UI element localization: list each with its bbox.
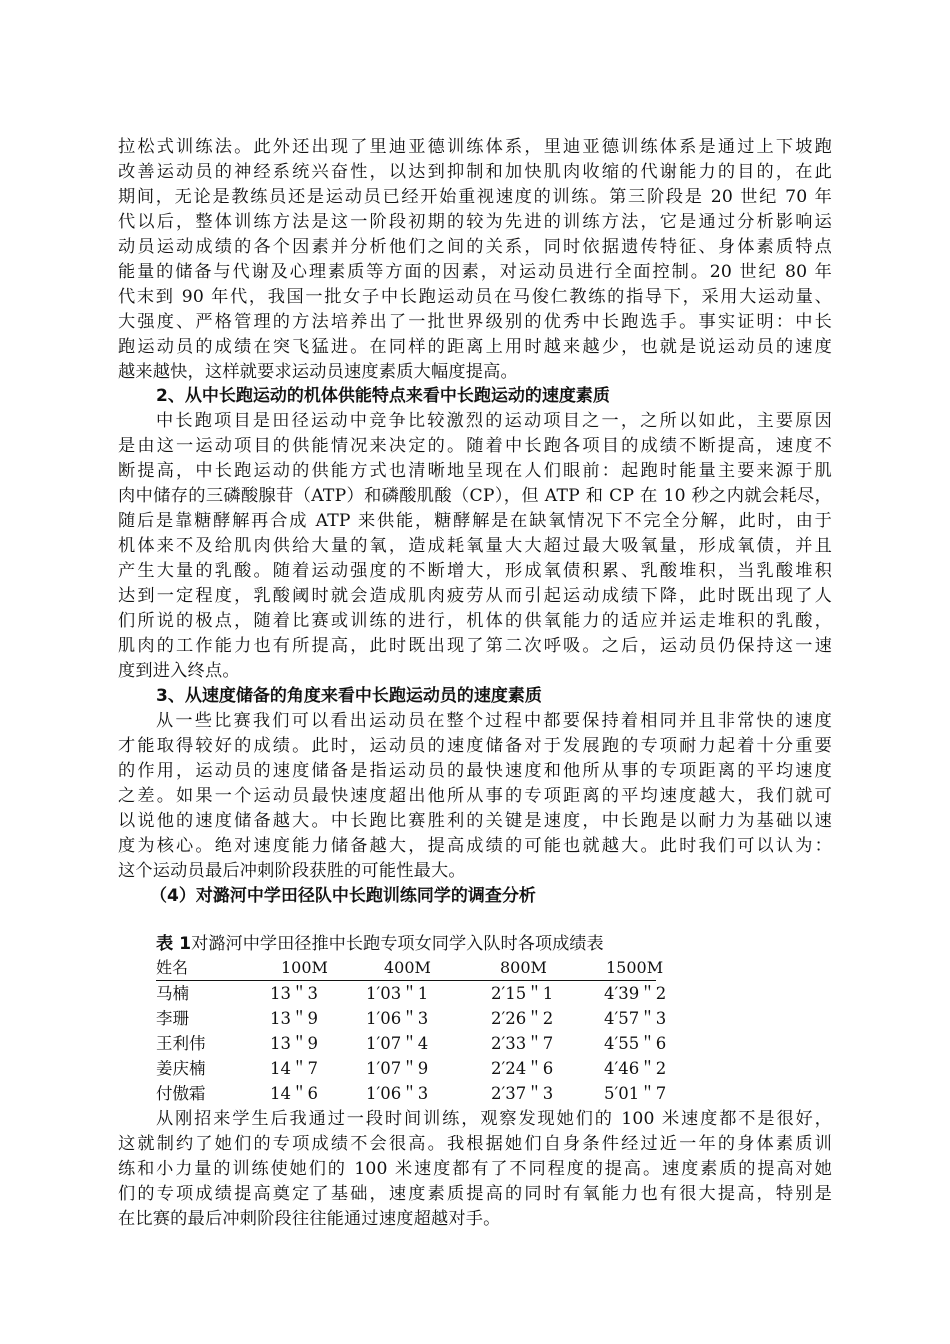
cell-800m: 2′15＂1 [491, 984, 554, 1003]
table-caption [156, 932, 604, 956]
section-heading-energy-supply: 2、从中长跑运动的机体供能特点来看中长跑运动的速度素质 [156, 386, 610, 406]
cell-100m: 13＂9 [270, 1034, 318, 1053]
table-row [156, 982, 676, 1007]
text-line: 机体来不及给肌肉供给大量的氧，造成耗氧量大大超过最大吸氧量，形成氧债，并且 [118, 536, 832, 556]
cell-800m: 2′24＂6 [491, 1059, 554, 1078]
cell-1500m: 5′01＂7 [604, 1084, 667, 1103]
text-line: 动员运动成绩的各个因素并分析他们之间的关系，同时依据遗传特征、身体素质特点 [118, 237, 832, 257]
cell-name: 姜庆楠 [156, 1059, 206, 1078]
cell-400m: 1′07＂4 [366, 1034, 429, 1053]
text-line: 在比赛的最后冲刺阶段往往能通过速度超越对手。 [118, 1209, 501, 1229]
text-line: 改善运动员的神经系统兴奋性，以达到抑制和加快肌肉收缩的代谢能力的目的，在此 [118, 162, 832, 182]
text-line: 以说他的速度储备越大。中长跑比赛胜利的关键是速度，中长跑是以耐力为基础以速 [118, 811, 832, 831]
header-400m: 400M [384, 958, 431, 977]
text-line: 中长跑项目是田径运动中竞争比较激烈的运动项目之一，之所以如此，主要原因 [156, 411, 832, 431]
header-1500m: 1500M [606, 958, 664, 977]
text-line: 代末到 90 年代，我国一批女子中长跑运动员在马俊仁教练的指导下，采用大运动量、 [118, 287, 832, 307]
header-800m: 800M [500, 958, 547, 977]
text-line: 这个运动员最后冲刺阶段获胜的可能性最大。 [118, 861, 466, 881]
text-line: 拉松式训练法。此外还出现了里迪亚德训练体系，里迪亚德训练体系是通过上下坡跑 [118, 137, 832, 157]
cell-name: 马楠 [156, 984, 189, 1003]
table-row [156, 1007, 676, 1032]
text-line: 之差。如果一个运动员最快速度超出他所从事的专项距离的平均速度越大，我们就可 [118, 786, 832, 806]
text-line: 随后是靠糖酵解再合成 ATP 来供能，糖酵解是在缺氧情况下不完全分解，此时，由于 [118, 511, 832, 531]
section-heading-speed-reserve: 3、从速度储备的角度来看中长跑运动员的速度素质 [156, 686, 542, 706]
header-name: 姓名 [156, 958, 189, 977]
table-number: 表 1 [156, 934, 192, 954]
table-row [156, 1057, 676, 1082]
text-line: 代以后，整体训练方法是这一阶段初期的较为先进的训练方法，它是通过分析影响运 [118, 212, 832, 232]
cell-1500m: 4′39＂2 [604, 984, 667, 1003]
cell-100m: 14＂7 [270, 1059, 318, 1078]
cell-800m: 2′37＂3 [491, 1084, 554, 1103]
cell-100m: 14＂6 [270, 1084, 318, 1103]
text-line: 期间，无论是教练员还是运动员已经开始重视速度的训练。第三阶段是 20 世纪 70 年 [118, 187, 832, 207]
text-line: 跑运动员的成绩在突飞猛进。在同样的距离上用时越来越少，也就是说运动员的速度 [118, 337, 832, 357]
cell-100m: 13＂3 [270, 984, 318, 1003]
section-heading-survey: （4）对潞河中学田径队中长跑训练同学的调查分析 [150, 886, 536, 906]
table-title-text: 对潞河中学田径推中长跑专项女同学入队时各项成绩表 [191, 934, 604, 954]
cell-100m: 13＂9 [270, 1009, 318, 1028]
cell-400m: 1′06＂3 [366, 1009, 429, 1028]
cell-400m: 1′06＂3 [366, 1084, 429, 1103]
text-line: 产生大量的乳酸。随着运动强度的不断增大，形成氧债积累、乳酸堆积，当乳酸堆积 [118, 561, 832, 581]
table-header [156, 956, 664, 981]
text-line: 的作用，运动员的速度储备是指运动员的最快速度和他所从事的专项距离的平均速度 [118, 761, 832, 781]
text-line: 达到一定程度，乳酸阈时就会造成肌肉疲劳从而引起运动成绩下降，此时既出现了人 [118, 586, 832, 606]
header-100m: 100M [281, 958, 328, 977]
cell-1500m: 4′46＂2 [604, 1059, 667, 1078]
text-line: 肌肉的工作能力也有所提高，此时既出现了第二次呼吸。之后，运动员仍保持这一速 [118, 636, 832, 656]
cell-400m: 1′07＂9 [366, 1059, 429, 1078]
text-line: 们所说的极点，随着比赛或训练的进行，机体的供氧能力的适应并运走堆积的乳酸， [118, 611, 832, 631]
text-line: 从刚招来学生后我通过一段时间训练，观察发现她们的 100 米速度都不是很好， [156, 1109, 832, 1129]
cell-1500m: 4′55＂6 [604, 1034, 667, 1053]
table-row [156, 1032, 676, 1057]
text-line: 练和小力量的训练使她们的 100 米速度都有了不同程度的提高。速度素质的提高对她 [118, 1159, 832, 1179]
text-line: 从一些比赛我们可以看出运动员在整个过程中都要保持着相同并且非常快的速度 [156, 711, 832, 731]
cell-name: 李珊 [156, 1009, 189, 1028]
text-line: 断提高，中长跑运动的供能方式也清晰地呈现在人们眼前：起跑时能量主要来源于肌 [118, 461, 832, 481]
text-line: 大强度、严格管理的方法培养出了一批世界级别的优秀中长跑选手。事实证明：中长 [118, 312, 832, 332]
cell-1500m: 4′57＂3 [604, 1009, 667, 1028]
text-line: 度到进入终点。 [118, 661, 240, 681]
cell-name: 付傲霜 [156, 1084, 206, 1103]
text-line: 肉中储存的三磷酸腺苷（ATP）和磷酸肌酸（CP），但 ATP 和 CP 在 10 秒之内就会耗尽， [118, 486, 832, 506]
text-line: 能量的储备与代谢及心理素质等方面的因素，对运动员进行全面控制。20 世纪 80 年 [118, 262, 832, 282]
text-line: 才能取得较好的成绩。此时，运动员的速度储备对于发展跑的专项耐力起着十分重要 [118, 736, 832, 756]
cell-800m: 2′26＂2 [491, 1009, 554, 1028]
cell-400m: 1′03＂1 [366, 984, 429, 1003]
text-line: 这就制约了她们的专项成绩不会很高。我根据她们自身条件经过近一年的身体素质训 [118, 1134, 832, 1154]
text-line: 们的专项成绩提高奠定了基础，速度素质提高的同时有氧能力也有很大提高，特别是 [118, 1184, 832, 1204]
table-row [156, 1082, 676, 1107]
text-line: 度为核心。绝对速度能力储备越大，提高成绩的可能也就越大。此时我们可以认为： [118, 836, 832, 856]
cell-name: 王利伟 [156, 1034, 206, 1053]
text-line: 越来越快，这样就要求运动员速度素质大幅度提高。 [118, 362, 518, 382]
cell-800m: 2′33＂7 [491, 1034, 554, 1053]
text-line: 是由这一运动项目的供能情况来决定的。随着中长跑各项目的成绩不断提高，速度不 [118, 436, 832, 456]
